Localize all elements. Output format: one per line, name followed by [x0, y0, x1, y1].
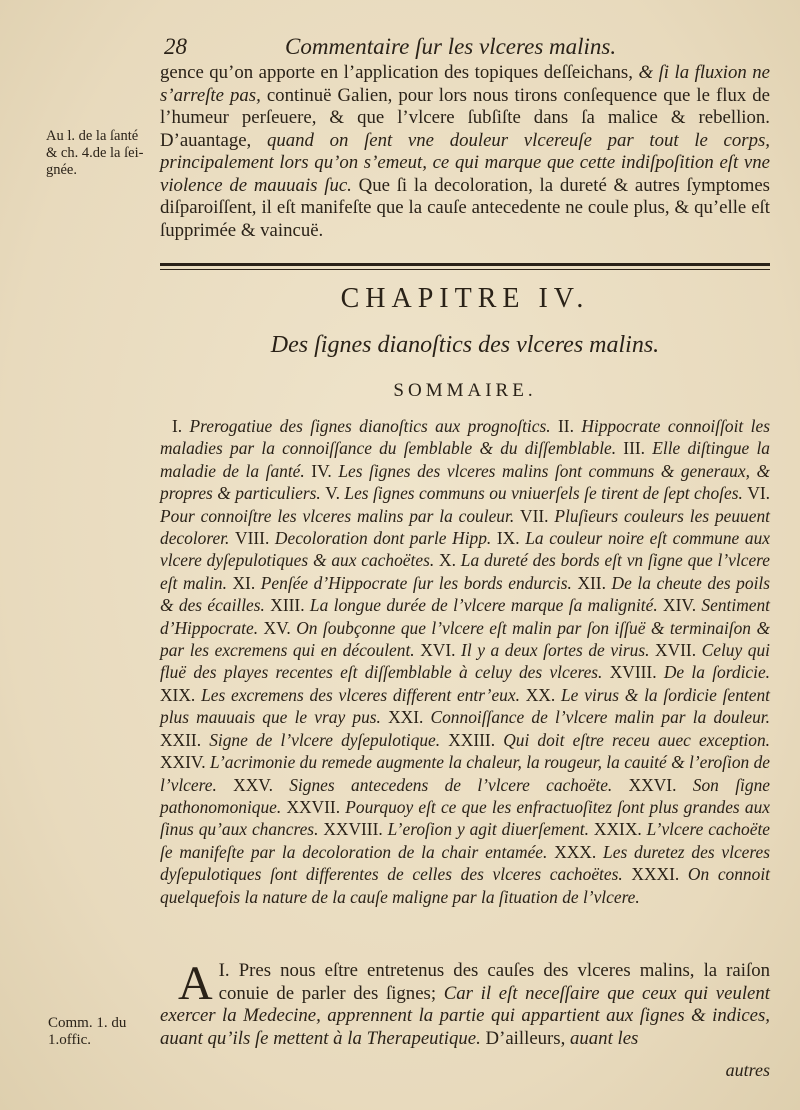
sommaire-item-text: Son ſigne pathonomonique.	[160, 774, 770, 817]
sommaire-item-text: Prerogatiue des ſignes dianoſtics aux prognoſtics.	[189, 416, 558, 436]
section-one-paragraph	[160, 957, 771, 1050]
sommaire-item-number: XXXI.	[631, 864, 688, 885]
sommaire-item-text: Qui doit eſtre receu auec exception.	[503, 729, 770, 750]
sommaire-item-text: L’eroſion y agit diuerſement.	[387, 819, 594, 840]
sommaire-item-text: Les ſignes communs ou vniuerſels ſe tirent de ſept choſes.	[344, 483, 748, 504]
sommaire-item-text: Le virus & la ſordicie ſentent plus mauuais que le vray pus.	[160, 684, 770, 728]
sommaire-item-number: XI.	[232, 572, 261, 593]
section-one	[160, 957, 771, 1050]
sommaire-item-number: IV.	[311, 460, 339, 481]
sommaire-item-number: XXIII.	[448, 729, 504, 750]
sommaire-item-text: Penſée d’Hippocrate ſur les bords endurcis.	[260, 572, 578, 593]
opening-text-3: Que ſi la decoloration, la dureté & autres ſymptomes diſparoiſſent, il eſt manifeſte que la cauſe antecedente ne coule plus, & qu’elle eſt ſupprimée & vaincuë.	[160, 174, 770, 241]
opening-text-1: gence qu’on apporte en l’application des topiques deſſeichans,	[160, 62, 639, 83]
sommaire-item-text: Decoloration dont parle Hipp.	[274, 528, 497, 549]
sommaire-item-text: La dureté des bords eſt vn ſigne que l’vlcere eſt malin.	[160, 550, 770, 593]
chapter-heading: CHAPITRE IV.	[340, 283, 590, 314]
opening-italic-2: quand on ſent vne douleur vlcereuſe par tout le corps, principalement lors qu’on s’emeut, ce qui marque que cette indiſpoſition eſt vne violence de mauuais ſuc.	[160, 129, 770, 196]
sommaire-item-text: Pour connoiſtre les vlceres malins par la couleur.	[160, 505, 521, 526]
sommaire-item-number: VIII.	[235, 528, 275, 549]
sommaire-item-number: XXVII.	[286, 796, 346, 817]
sommaire-item-number: XVI.	[420, 640, 462, 661]
running-title: Commentaire ſur les vlceres malins.	[285, 34, 617, 59]
sommaire-item-text: La longue durée de l’vlcere marque ſa malignité.	[309, 595, 664, 616]
sommaire-item-number: IX.	[496, 528, 526, 549]
sommaire-item-number: VII.	[520, 505, 555, 526]
sommaire-item-number: XXII.	[160, 729, 210, 750]
section-text-a: Pres nous eſtre entretenus des cauſes des vlceres malins, la raiſon conuie de parler des ſignes;	[218, 960, 770, 1004]
sommaire-item-number: XIII.	[270, 595, 310, 616]
sommaire-item-text: De la cheute des poils & des écailles.	[160, 572, 771, 616]
sommaire-item-number: XXVI.	[628, 774, 693, 795]
section-text-b: D’ailleurs,	[480, 1027, 570, 1049]
sommaire-item-text: Elle diſtingue la maladie de la ſanté.	[160, 438, 770, 481]
sommaire-item-text: Connoiſſance de l’vlcere malin par la douleur.	[430, 707, 770, 728]
section-italic-b: auant les	[570, 1027, 639, 1049]
sommaire-item-text: Signe de l’vlcere dyſepulotique.	[209, 729, 449, 750]
sommaire-item-number: VI.	[747, 483, 771, 504]
sommaire-item-text: Pourquoy eſt ce que les enfractuoſitez ſont plus grandes aux ſinus qu’aux chancres.	[160, 796, 770, 840]
sommaire-item-number: XXIX.	[593, 819, 647, 840]
opening-paragraph	[160, 62, 770, 242]
sommaire-item-number: XVIII.	[609, 662, 664, 683]
opening-italic-1: & ſi la fluxion ne s’arreſte pas,	[160, 62, 771, 106]
sommaire-item-number: II.	[557, 416, 582, 436]
sommaire-item-number: XXIV.	[160, 752, 210, 773]
page-header	[160, 32, 770, 62]
sommaire-item-text: Celuy qui fluë des playes recentes eſt diſſemblable à celuy des vlceres.	[160, 640, 770, 683]
sommaire-item-number: XX.	[525, 684, 561, 705]
section-number: I.	[218, 960, 230, 981]
sommaire-item-number: XIX.	[160, 684, 202, 705]
sommaire-summary	[160, 415, 770, 908]
sommaire-item-text: La couleur noire eſt commune aux vlcere dyſepulotiques & aux cachoëtes.	[160, 528, 770, 571]
sommaire-item-text: Signes antecedens de l’vlcere cachoëte.	[289, 774, 629, 795]
margin-note-commentary: Comm. 1. du 1.offic.	[48, 1015, 127, 1048]
chapter-subtitle: Des ſignes dianoſtics des vlceres malins.	[270, 332, 660, 358]
opening-text-2: continuë Galien, pour lors nous tirons conſequence que le flux de l’humeur perſeuere, & que l’vlcere ſubſiſte dans ſa malice & rebellion. D’auantage,	[160, 84, 770, 151]
catchword: autres	[725, 1060, 770, 1080]
sommaire-item-number: V.	[325, 483, 345, 504]
sommaire-item-number: I.	[172, 416, 190, 436]
sommaire-item-number: XXX.	[554, 841, 604, 862]
sommaire-item-number: XVII.	[655, 640, 702, 661]
sommaire-heading: SOMMAIRE.	[393, 380, 537, 401]
sommaire-item-text: De la ſordicie.	[663, 662, 771, 683]
sommaire-item-number: XV.	[263, 617, 297, 638]
sommaire-item-text: Les excremens des vlceres different entr’eux.	[201, 684, 526, 705]
sommaire-item-text: On ſoubçonne que l’vlcere eſt malin par ſon iſſuë & terminaiſon & par les excremens qui en découlent.	[160, 617, 770, 661]
sommaire-item-text: L’vlcere cachoëte ſe manifeſte par la decoloration de la chair entamée.	[160, 819, 770, 862]
section-italic-a: Car il eſt neceſſaire que ceux qui veulent exercer la Medecine, apprennent la partie qui appartient aux ſignes & indices, auant qu’ils ſe mettent à la Therapeutique.	[160, 982, 771, 1049]
sommaire-item-text: Sentiment d’Hippocrate.	[160, 595, 770, 638]
sommaire-item-number: XII.	[577, 572, 612, 593]
sommaire-item-text: Les ſignes des vlceres malins ſont communs & generaux, & propres & particuliers.	[160, 460, 770, 504]
sommaire-item-number: X.	[439, 550, 461, 571]
sommaire-item-number: XIV.	[663, 595, 702, 616]
margin-note-reference: Au l. de la ſanté & ch. 4.de la ſei-gnée.	[46, 128, 144, 178]
sommaire-item-text: Hippocrate connoiſſoit les maladies par la connoiſſance du ſemblable & du diſſemblable.	[160, 416, 770, 459]
sommaire-item-text: Les duretez des vlceres dyſepulotiques ſont differentes de celles des vlceres cachoëtes.	[160, 841, 771, 885]
sommaire-item-text: Pluſieurs couleurs les peuuent decolorer.	[160, 505, 770, 549]
page-number: 28	[164, 34, 187, 59]
sommaire-item-number: XXVIII.	[323, 819, 388, 840]
sommaire-item-number: III.	[623, 438, 653, 459]
chapter-divider-rule	[160, 263, 770, 270]
sommaire-item-text: L’acrimonie du remede augmente la chaleur, la rougeur, la cauité & l’eroſion de l’vlcere.	[160, 752, 771, 795]
sommaire-item-number: XXV.	[233, 774, 290, 795]
sommaire-item-text: On connoit quelquefois la nature de la cauſe maligne par la ſituation de l’vlcere.	[160, 864, 770, 907]
sommaire-item-number: XXI.	[388, 707, 431, 728]
sommaire-item-text: Il y a deux ſortes de virus.	[461, 640, 656, 661]
drop-cap-letter: A	[178, 957, 213, 1010]
